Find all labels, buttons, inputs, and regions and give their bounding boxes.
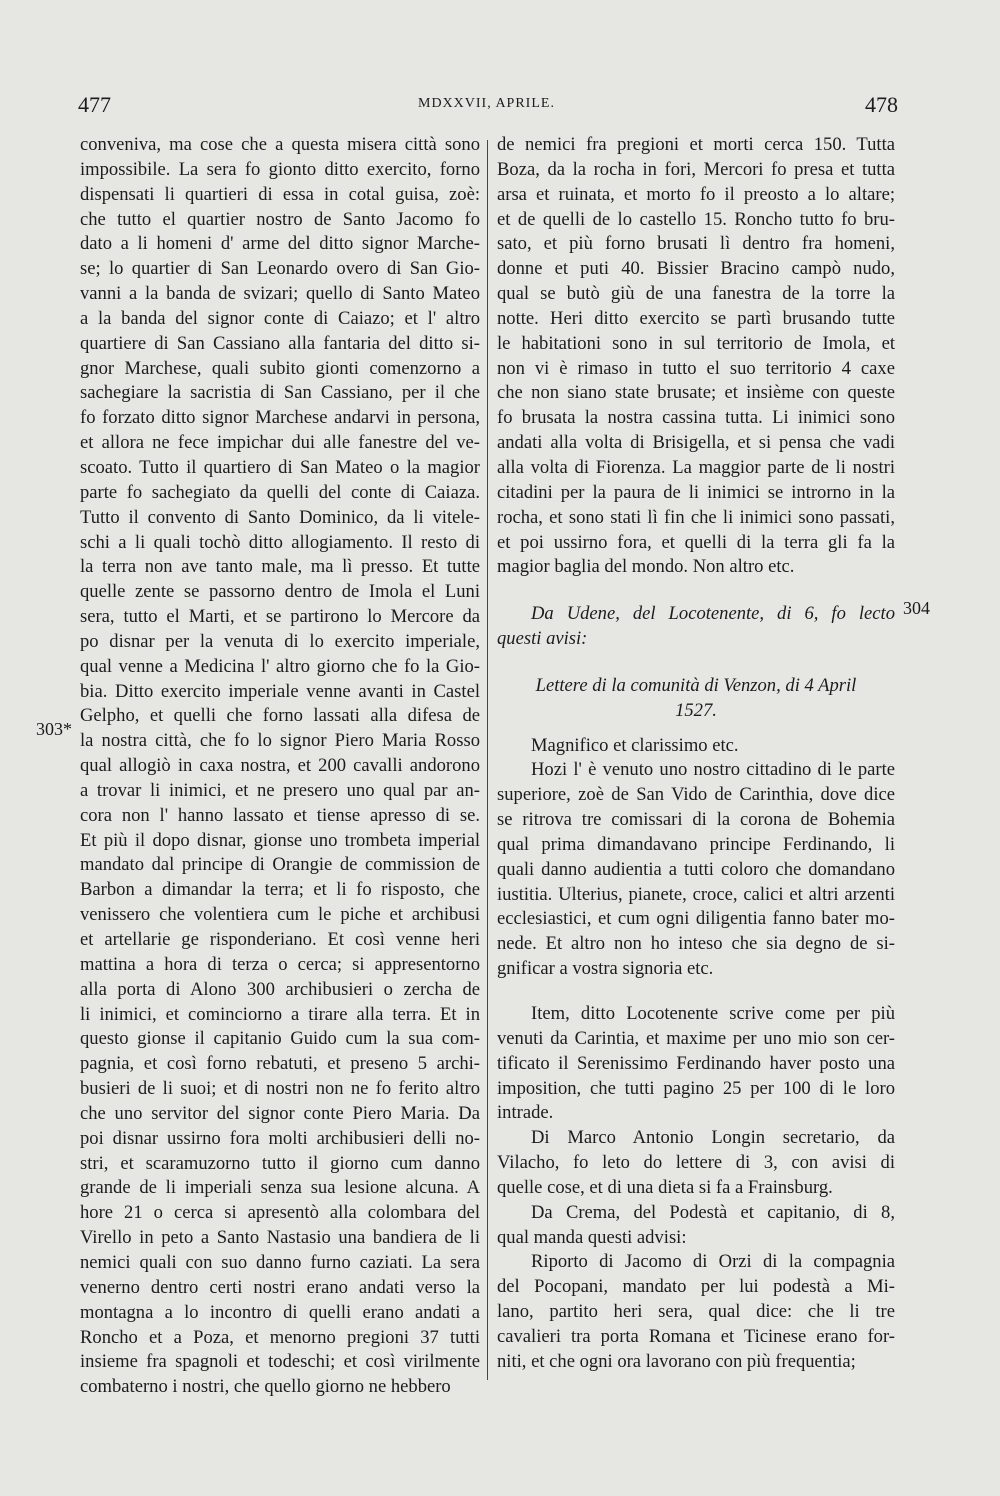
udene-heading-line: Da Udene, del Locotenente, di 6, fo lecto — [531, 603, 895, 625]
left-column-line: poi disnar ussirno fora molti archibusieri delli no- — [80, 1127, 480, 1149]
left-column-line: schi a li quali tochò ditto allogiamento. Il resto di — [80, 531, 480, 553]
riporto-paragraph-line: Riporto di Jacomo di Orzi di la compagnia — [531, 1251, 895, 1273]
left-column-line: Virello in peto a Santo Nastasio una bandiera de li — [80, 1227, 480, 1249]
left-column-line: quelle zente se passorno dentro de Imola el Luni — [80, 581, 480, 603]
left-column-line: pagnia, et così forno rebatuti, et preseno 5 archi- — [80, 1053, 480, 1075]
right-column-line: citadini per la paura de li inimici se introrno in la — [497, 481, 895, 503]
left-column-line: busieri de li suoi; et di nostri non ne fo ferito altro — [80, 1078, 480, 1100]
right-column-line: sato, et più forno brusati lì dentro fra homeni, — [497, 233, 895, 255]
left-column-line: nemici quali con suo danno furno caziati. La sera — [80, 1251, 480, 1273]
venzon-body-line: se ritrova tre comissari di la corona de Bohemia — [497, 809, 895, 831]
right-column-line: andati alla volta di Brisigella, et si pensa che vadi — [497, 432, 895, 454]
left-column-line: grande de li imperiali senza sua lesione alcuna. A — [80, 1177, 480, 1199]
riporto-paragraph-line: del Pocopani, mandato per lui podestà a Mi- — [497, 1276, 895, 1298]
venzon-salutation: Magnifico et clarissimo etc. — [531, 734, 739, 756]
left-column-line: Et più il dopo disnar, gionse uno trombeta imperial — [80, 829, 480, 851]
paragraph-gap — [497, 652, 895, 674]
right-column-line: donne et puti 40. Bissier Bracino campò nudo, — [497, 258, 895, 280]
udene-heading-line: questi avisi: — [497, 628, 588, 650]
column-divider — [487, 140, 488, 1380]
left-column-line: bia. Ditto exercito imperiale venne avanti in Castel — [80, 680, 480, 702]
left-column-line: questo gionse il capitanio Guido cum la sua com- — [80, 1028, 480, 1050]
left-column-line: dispensati li quartieri di essa in cotal guisa, zoè: — [80, 183, 480, 205]
left-column-line: gnor Marchese, quali subito gionti comenzorno a — [80, 357, 480, 379]
riporto-paragraph-line: cavalieri tra porta Romana et Ticinese erano for- — [497, 1325, 895, 1347]
right-column-line: et de quelli de lo castello 15. Roncho tutto fo bru- — [497, 208, 895, 230]
left-column-line: scoato. Tutto il quartiero di San Mateo o la magior — [80, 456, 480, 478]
venzon-heading-line: Lettere di la comunità di Venzon, di 4 April — [535, 674, 857, 696]
left-column-line: cora non l' hanno lassato et tiense apresso di se. — [80, 804, 480, 826]
left-column-line: la terra non ave tanto male, ma lì presso. Et tutte — [80, 556, 480, 578]
left-column-line: impossibile. La sera fo gionto ditto exercito, forno — [80, 158, 480, 180]
venzon-body-line: nede. Et altro non ho inteso che sia degno de si- — [497, 933, 895, 955]
left-column-line: che tutto el quartier nostro de Santo Jacomo fo — [80, 208, 480, 230]
venzon-body-line: gnificar a vostra signoria etc. — [497, 958, 714, 980]
left-column-line: Roncho et a Poza, et menorno pregioni 37 tutti — [80, 1326, 480, 1348]
left-column-line: a la banda del signor conte di Caiazo; et l' altro — [80, 307, 480, 329]
right-column-line: Boza, da la rocha in fori, Mercori fo presa et tutta — [497, 158, 895, 180]
left-column-line: quartiere di San Cassiano alla fantaria del ditto si- — [80, 332, 480, 354]
left-column-line: venerno dentro certi nostri erano andati verso la — [80, 1276, 480, 1298]
longin-paragraph-line: Vilacho, fo leto do lettere di 3, con avisi di — [497, 1152, 895, 1174]
right-column-line: et poi ussirno fora, et quelli di la terra gli fa la — [497, 531, 895, 553]
right-column-line: rocha, et sono stati lì fin che li inimici sono passati, — [497, 506, 895, 528]
right-column-line: notte. Heri ditto exercito se partì brusando tutte — [497, 307, 895, 329]
right-column-line: le habitationi sono in sul territorio de Imola, et — [497, 332, 895, 354]
venzon-body-line: iustitia. Ulterius, pianete, croce, calici et altri arzenti — [497, 883, 895, 905]
paragraph-gap — [497, 982, 895, 1002]
paragraph-gap — [497, 724, 895, 734]
left-column-line: et allora ne fece impichar dui alle fanestre del ve- — [80, 432, 480, 454]
left-column-line: parte fo sachegiato da quelli del conte di Caiaza. — [80, 481, 480, 503]
venzon-body-line: Hozi l' è venuto uno nostro cittadino di le parte — [531, 759, 895, 781]
right-column-line: de nemici fra pregioni et morti cerca 150. Tutta — [497, 134, 895, 155]
left-column-line: venissero che volentiera cum le piche et archibusi — [80, 904, 480, 926]
left-column-line: et artellarie ge risponderiano. Et così venne heri — [80, 929, 480, 950]
left-column-line: qual venne a Medicina l' altro giorno che fo la Gio- — [80, 655, 480, 677]
item-paragraph-line: imposition, che tutti pagino 25 per 100 di le loro — [497, 1077, 895, 1099]
longin-paragraph-line: Di Marco Antonio Longin secretario, da — [531, 1127, 895, 1149]
right-column-line: arsa et ruinata, et morto fo il preosto a lo altare; — [497, 183, 895, 205]
left-column-line: che uno servitor del signor conte Piero Maria. Da — [80, 1102, 480, 1124]
margin-note-right: 304 — [903, 598, 930, 618]
venzon-body-line: qual prima dimandavano principe Ferdinando, li — [497, 833, 895, 855]
left-column-line: Tutto il convento di Santo Dominico, da li vitele- — [80, 506, 480, 528]
paragraph-gap — [497, 580, 895, 602]
left-column-line: li inimici, et cominciorno a tirare alla terra. Et in — [80, 1003, 480, 1025]
item-paragraph-line: intrade. — [497, 1102, 554, 1124]
left-column-line: Barbon a dimandar la terra; et li fo risposto, che — [80, 879, 480, 901]
left-column-line: Gelpho, et quelli che forno lassati alla difesa de — [80, 705, 480, 727]
left-column — [80, 133, 480, 1400]
left-column-line: la nostra città, che fo lo signor Piero Maria Rosso — [80, 730, 480, 752]
left-column-line: mandato dal principe di Orangie de commission de — [80, 854, 480, 876]
left-column-line: sera, tutto el Marti, et se partirono lo Mercore da — [80, 606, 480, 628]
page-header — [78, 92, 898, 122]
margin-note-left: 303* — [36, 719, 72, 739]
item-paragraph-line: venuti da Carintia, et maxime per uno mio son cer- — [497, 1027, 895, 1049]
left-column-line: vanni a la banda de svizari; quello di Santo Mateo — [80, 283, 480, 305]
running-title: MDXXVII, APRILE. — [418, 96, 555, 111]
venzon-heading-line: 1527. — [675, 699, 717, 721]
item-paragraph-line: Item, ditto Locotenente scrive come per più — [531, 1003, 895, 1024]
right-column-line: magior baglia del mondo. Non altro etc. — [497, 556, 795, 578]
left-column-line: montagna a lo incontro di quelli erano andati a — [80, 1301, 480, 1323]
item-paragraph-line: tificato il Serenissimo Ferdinando haver posto una — [497, 1052, 895, 1074]
left-column-line: mattina a hora di terza o cerca; si appresentorno — [80, 953, 480, 975]
left-column-line: se; lo quartier di San Leonardo overo di San Gio- — [80, 258, 480, 280]
riporto-paragraph-line: niti, et che ogni ora lavorano con più frequentia; — [497, 1350, 856, 1372]
right-column-line: fo brusata la nostra cassina tutta. Li inimici sono — [497, 407, 895, 429]
left-column-line: fo forzato ditto signor Marchese andarvi in persona, — [80, 407, 480, 429]
left-column-line: qual allogiò in caxa nostra, et 200 cavalli andorono — [80, 755, 480, 777]
left-column-line: a trovar li inimici, et ne presero uno qual par an- — [80, 779, 480, 801]
right-column-line: non vi è rimaso in tutto el suo territorio 4 caxe — [497, 357, 895, 379]
right-column-line: alla volta di Fiorenza. La maggior parte de li nostri — [497, 456, 895, 478]
riporto-paragraph-line: lano, partito heri sera, qual dice: che li tre — [497, 1301, 895, 1323]
page-number-left: 477 — [78, 92, 111, 117]
left-column-line: dato a li homeni d' arme del ditto signor Marche- — [80, 233, 480, 255]
crema-paragraph-line: qual manda questi advisi: — [497, 1226, 687, 1248]
left-column-line: stri, et scaramuzorno tutto il giorno cum danno — [80, 1152, 480, 1174]
crema-paragraph-line: Da Crema, del Podestà et capitanio, di 8, — [531, 1201, 895, 1223]
right-column — [497, 133, 895, 1375]
venzon-body-line: ecclesiastici, et cum ogni diligentia fanno bater mo- — [497, 908, 895, 930]
left-column-line: alla porta di Alono 300 archibusieri o zercha de — [80, 978, 480, 1000]
left-column-line: conveniva, ma cose che a questa misera città sono — [80, 134, 480, 155]
left-column-line: hore 21 o cerca si apresentò alla colombara del — [80, 1202, 480, 1224]
page-number-right: 478 — [865, 92, 898, 117]
left-column-line: combaterno i nostri, che quello giorno ne hebbero — [80, 1376, 451, 1398]
right-column-line: qual se butò giù de una fanestra de la torre la — [497, 283, 895, 305]
venzon-body-line: quali danno audientia a tutti coloro che domandano — [497, 858, 895, 880]
longin-paragraph-line: quelle cose, et di una dieta si fa a Frainsburg. — [497, 1176, 833, 1198]
left-column-line: sachegiare la sacristia di San Cassiano, per il che — [80, 382, 480, 404]
right-column-line: che non siano state brusate; et insième con queste — [497, 382, 895, 404]
left-column-line: insieme fra spagnoli et todeschi; et così virilmente — [80, 1351, 480, 1373]
left-column-line: po disnar per la venuta di lo exercito imperiale, — [80, 630, 480, 652]
venzon-body-line: superiore, zoè de San Vido de Carinthia, dove dice — [497, 784, 895, 806]
